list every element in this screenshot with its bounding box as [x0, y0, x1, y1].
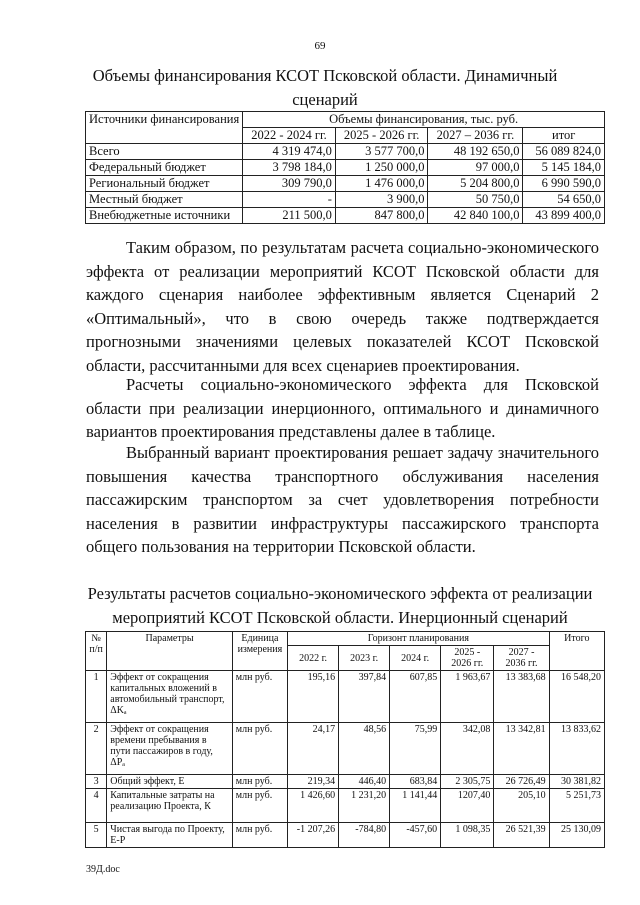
- col-header: итог: [523, 128, 605, 144]
- table-row: [86, 160, 605, 176]
- row-unit: млн руб.: [232, 789, 287, 823]
- cell: 5 145 184,0: [523, 160, 605, 176]
- cell: 6 990 590,0: [523, 176, 605, 192]
- row-param: Капитальные затраты на реализацию Проекта, К: [107, 789, 232, 823]
- row-param: Эффект от сокращения капитальных вложений в автомобильный транспорт, ΔKₐ: [107, 671, 232, 723]
- header-horizon: Горизонт планирования: [288, 632, 550, 646]
- cell: 3 900,0: [335, 192, 428, 208]
- row-param: Чистая выгода по Проекту, Е-Р: [107, 823, 232, 848]
- row-param: Эффект от сокращения времени пребывания в пути пассажиров в году, ΔPₐ: [107, 723, 232, 775]
- effect-table: [85, 631, 605, 848]
- row-label: Региональный бюджет: [86, 176, 243, 192]
- cell: 26 726,49: [494, 775, 549, 789]
- cell: 54 650,0: [523, 192, 605, 208]
- cell: -784,80: [339, 823, 390, 848]
- year-header: 2023 г.: [339, 646, 390, 671]
- cell: 1207,40: [441, 789, 494, 823]
- header-total: Итого: [549, 632, 604, 671]
- cell: 1 426,60: [288, 789, 339, 823]
- table-row: [86, 789, 605, 823]
- row-unit: млн руб.: [232, 823, 287, 848]
- table1-title: Объемы финансирования КСОТ Псковской области. Динамичный сценарий: [92, 66, 558, 109]
- cell: 4 319 474,0: [243, 144, 336, 160]
- cell: 1 963,67: [441, 671, 494, 723]
- cell: 607,85: [390, 671, 441, 723]
- col-header: 2025 - 2026 гг.: [335, 128, 428, 144]
- row-label: Всего: [86, 144, 243, 160]
- row-label: Федеральный бюджет: [86, 160, 243, 176]
- cell: 342,08: [441, 723, 494, 775]
- cell: 48,56: [339, 723, 390, 775]
- cell: 3 798 184,0: [243, 160, 336, 176]
- table-row: [86, 192, 605, 208]
- cell: 5 251,73: [549, 789, 604, 823]
- cell: 219,34: [288, 775, 339, 789]
- header-unit: Единица измерения: [232, 632, 287, 671]
- row-label: Местный бюджет: [86, 192, 243, 208]
- row-unit: млн руб.: [232, 723, 287, 775]
- cell: 446,40: [339, 775, 390, 789]
- table-row: [86, 823, 605, 848]
- row-num: 3: [86, 775, 107, 789]
- paragraph: Выбранный вариант проектирования решает задачу значительного повышения качества транспортного обслуживания населения пассажирским транспортом за счет удовлетворения потребности населения в развитии инфраструктуры пассажирского транспорта общего пользования на территории Псковской области.: [86, 443, 599, 556]
- cell: 97 000,0: [428, 160, 523, 176]
- header-source: Источники финансирования: [86, 112, 243, 144]
- cell: 48 192 650,0: [428, 144, 523, 160]
- year-header: 2024 г.: [390, 646, 441, 671]
- cell: -: [243, 192, 336, 208]
- cell: 42 840 100,0: [428, 208, 523, 224]
- row-num: 1: [86, 671, 107, 723]
- row-num: 4: [86, 789, 107, 823]
- cell: 1 231,20: [339, 789, 390, 823]
- cell: 24,17: [288, 723, 339, 775]
- cell: 30 381,82: [549, 775, 604, 789]
- cell: 25 130,09: [549, 823, 604, 848]
- row-param: Общий эффект, Е: [107, 775, 232, 789]
- cell: 13 383,68: [494, 671, 549, 723]
- year-header: 2022 г.: [288, 646, 339, 671]
- cell: 847 800,0: [335, 208, 428, 224]
- cell: 43 899 400,0: [523, 208, 605, 224]
- row-num: 2: [86, 723, 107, 775]
- cell: 1 250 000,0: [335, 160, 428, 176]
- cell: 683,84: [390, 775, 441, 789]
- cell: -1 207,26: [288, 823, 339, 848]
- row-unit: млн руб.: [232, 671, 287, 723]
- table-row: [86, 208, 605, 224]
- paragraph: Таким образом, по результатам расчета социально-экономического эффекта от реализации мероприятий КСОТ Псковской области для каждого сценария наиболее эффективным является Сценарий 2 «Оптимальный», что в свою очередь также подтверждается прогнозными значениями целевых показателей КСОТ Псковской области, рассчитанными для всех сценариев проектирования.: [86, 238, 599, 375]
- cell: 26 521,39: [494, 823, 549, 848]
- cell: 75,99: [390, 723, 441, 775]
- table-row: [86, 144, 605, 160]
- footer-filename: 39Д.doc: [86, 864, 120, 875]
- paragraph: Расчеты социально-экономического эффекта для Псковской области при реализации инерционного, оптимального и динамичного вариантов проектирования представлены далее в таблице.: [86, 375, 599, 441]
- row-label: Внебюджетные источники: [86, 208, 243, 224]
- page-number: 69: [314, 40, 326, 52]
- col-header: 2022 - 2024 гг.: [243, 128, 336, 144]
- cell: 2 305,75: [441, 775, 494, 789]
- row-unit: млн руб.: [232, 775, 287, 789]
- year-header: 2025 - 2026 гг.: [441, 646, 494, 671]
- cell: 56 089 824,0: [523, 144, 605, 160]
- table-row: [86, 723, 605, 775]
- cell: 1 098,35: [441, 823, 494, 848]
- table-row: [86, 671, 605, 723]
- cell: 13 833,62: [549, 723, 604, 775]
- cell: 3 577 700,0: [335, 144, 428, 160]
- cell: 13 342,81: [494, 723, 549, 775]
- table2-title: Результаты расчетов социально-экономического эффекта от реализации мероприятий КСОТ Псковской области. Инерционный сценарий: [87, 584, 593, 627]
- cell: 397,84: [339, 671, 390, 723]
- cell: 5 204 800,0: [428, 176, 523, 192]
- header-group: Объемы финансирования, тыс. руб.: [243, 112, 605, 128]
- cell: 309 790,0: [243, 176, 336, 192]
- financing-table: [85, 111, 605, 224]
- cell: 211 500,0: [243, 208, 336, 224]
- year-header: 2027 - 2036 гг.: [494, 646, 549, 671]
- header-param: Параметры: [107, 632, 232, 671]
- col-header: 2027 – 2036 гг.: [428, 128, 523, 144]
- cell: -457,60: [390, 823, 441, 848]
- cell: 1 141,44: [390, 789, 441, 823]
- cell: 195,16: [288, 671, 339, 723]
- table-row: [86, 176, 605, 192]
- table-row: [86, 775, 605, 789]
- cell: 1 476 000,0: [335, 176, 428, 192]
- cell: 50 750,0: [428, 192, 523, 208]
- header-num: № п/п: [86, 632, 107, 671]
- cell: 16 548,20: [549, 671, 604, 723]
- row-num: 5: [86, 823, 107, 848]
- cell: 205,10: [494, 789, 549, 823]
